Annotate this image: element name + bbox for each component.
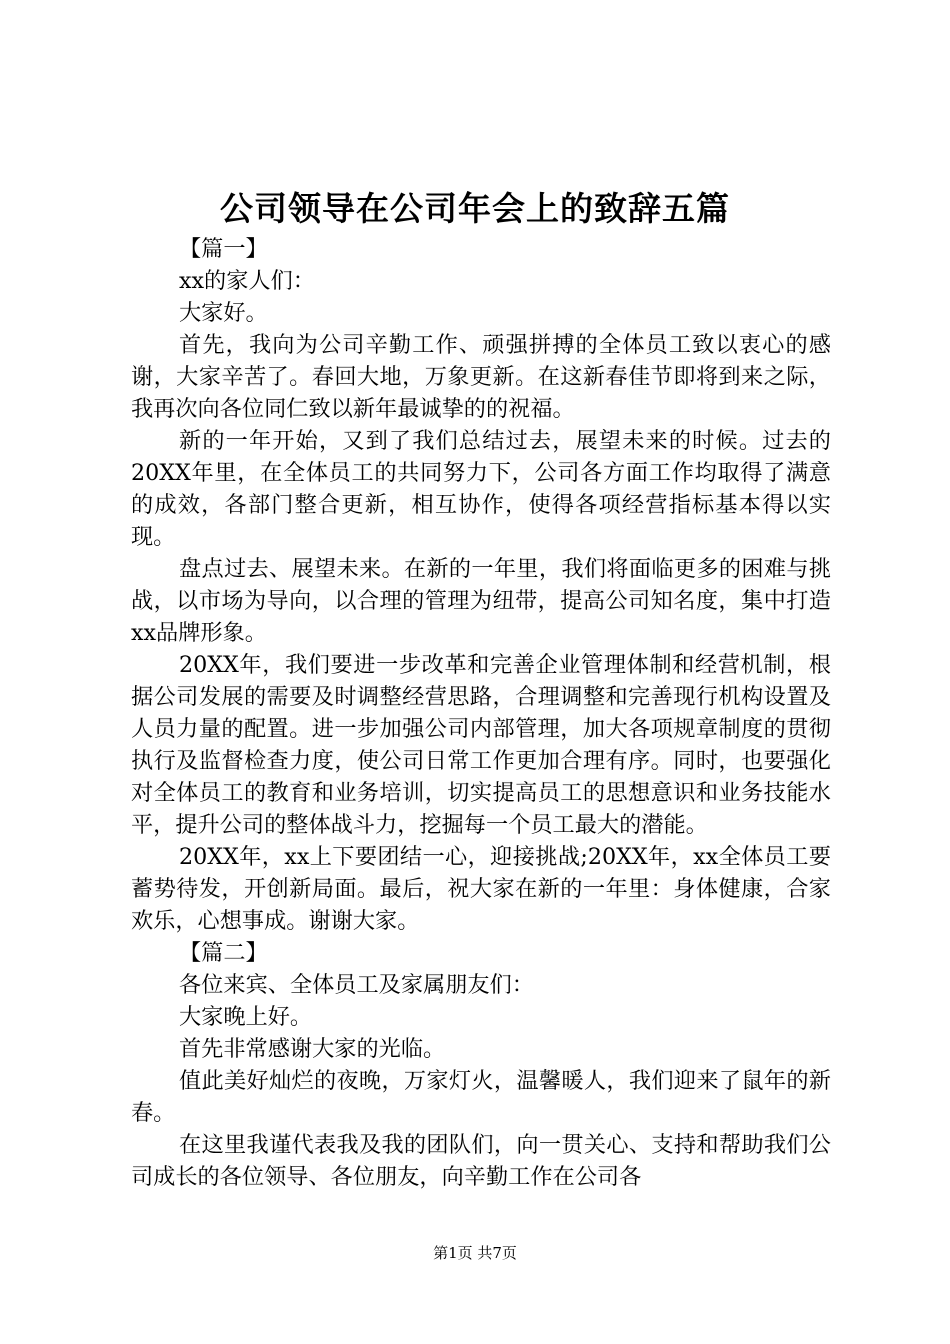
- body-paragraph: 20XX年，xx上下要团结一心，迎接挑战;20XX年，xx全体员工要蓄势待发，开创新局面。最后，祝大家在新的一年里：身体健康，合家欢乐，心想事成。谢谢大家。: [131, 844, 831, 934]
- body-paragraph: 20XX年，我们要进一步改革和完善企业管理体制和经营机制，根据公司发展的需要及时调整经营思路，合理调整和完善现行机构设置及人员力量的配置。进一步加强公司内部管理，加大各项规章制度的贯彻执行及监督检查力度，使公司日常工作更加合理有序。同时，也要强化对全体员工的教育和业务培训，切实提高员工的思想意识和业务技能水平，提升公司的整体战斗力，挖掘每一个员工最大的潜能。: [131, 652, 831, 838]
- body-paragraph: 新的一年开始，又到了我们总结过去，展望未来的时候。过去的20XX年里，在全体员工的共同努力下，公司各方面工作均取得了满意的成效，各部门整合更新，相互协作，使得各项经营指标基本得以实现。: [131, 428, 831, 550]
- section-heading: 【篇一】: [179, 236, 268, 262]
- body-paragraph: 值此美好灿烂的夜晚，万家灯火，温馨暖人，我们迎来了鼠年的新春。: [131, 1068, 831, 1126]
- page-footer: 第1页 共7页: [433, 1244, 517, 1262]
- body-paragraph: 在这里我谨代表我及我的团队们，向一贯关心、支持和帮助我们公司成长的各位领导、各位朋友，向辛勤工作在公司各: [131, 1132, 831, 1190]
- body-paragraph: 盘点过去、展望未来。在新的一年里，我们将面临更多的困难与挑战，以市场为导向，以合理的管理为纽带，提高公司知名度，集中打造xx品牌形象。: [131, 556, 831, 646]
- greeting: 大家好。: [179, 300, 268, 326]
- document-title: 公司领导在公司年会上的致辞五篇: [220, 189, 730, 228]
- section-heading: 【篇二】: [179, 940, 268, 966]
- body-paragraph: 首先非常感谢大家的光临。: [179, 1036, 446, 1062]
- salutation: 各位来宾、全体员工及家属朋友们：: [179, 972, 534, 998]
- document-body: [131, 233, 831, 1193]
- body-paragraph: 首先，我向为公司辛勤工作、顽强拼搏的全体员工致以衷心的感谢，大家辛苦了。春回大地，万象更新。在这新春佳节即将到来之际，我再次向各位同仁致以新年最诚挚的的祝福。: [131, 332, 831, 422]
- salutation: xx的家人们：: [179, 268, 315, 294]
- greeting: 大家晚上好。: [179, 1004, 313, 1030]
